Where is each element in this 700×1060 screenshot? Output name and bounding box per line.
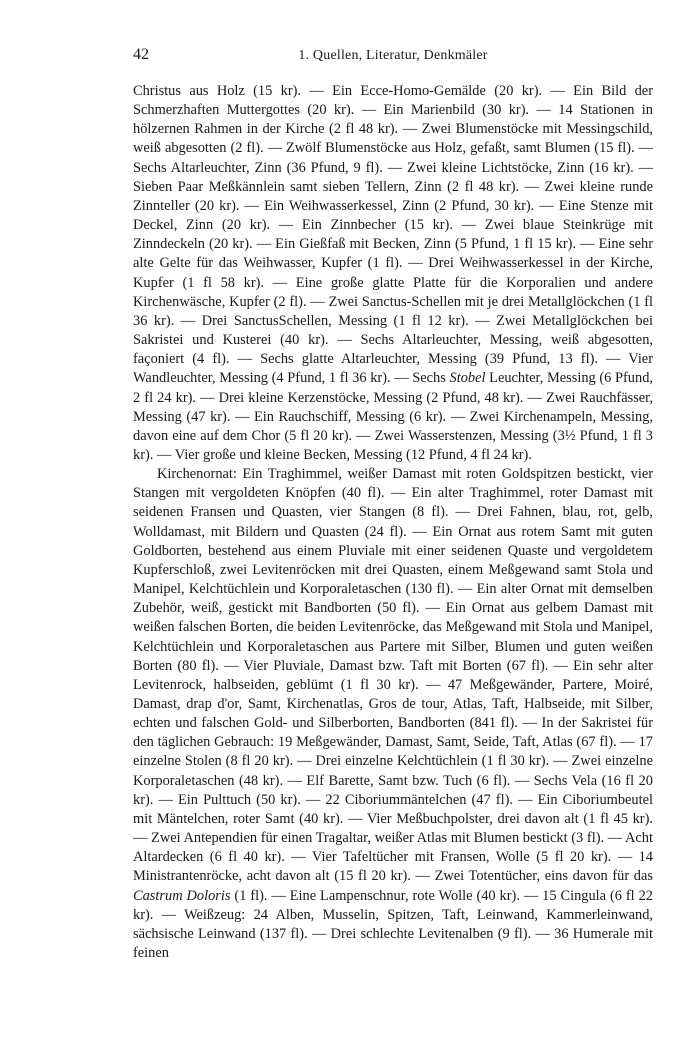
italic-term: Stobel — [449, 370, 486, 387]
paragraph — [133, 465, 653, 963]
text-run: Christus aus Holz (15 kr). — Ein Ecce-Homo-Gemälde (20 kr). — Ein Bild der Schmerzhaften Muttergottes (20 kr). — Ein Marienbild (30 kr). — 14 Stationen in hölzernen Rahmen in der Kirche (2 fl 48 kr). — Zwei Blumenstöcke mit Messingschild, weiß abgesotten (2 fl). — Zwölf Blumenstöcke aus Holz, gefaßt, samt Blumen (15 fl). — Sechs Altarleuchter, Zinn (36 Pfund, 9 fl). — Zwei kleine Lichtstöcke, Zinn (16 kr). — Sieben Paar Meßkännlein samt sieben Tellern, Zinn (2 fl 48 kr). — Zwei kleine runde Zinnteller (20 kr). — Ein Weihwasserkessel, Zinn (2 Pfund, 30 kr). — Eine Stenze mit Deckel, Zinn (20 kr). — Ein Zinnbecher (15 kr). — Zwei blaue Steinkrüge mit Zinndeckeln (20 kr). — Ein Gießfaß mit Becken, Zinn (5 Pfund, 1 fl 15 kr). — Eine sehr alte Gelte für das Weihwasser, Kupfer (1 fl). — Drei Weihwasserkessel in der Kirche, Kupfer (1 fl 58 kr). — Eine große glatte Platte für die Korporalien und andere Kirchenwäsche, Kupfer (2 fl). — Zwei Sanctus-Schellen mit je drei Metallglöckchen (1 fl 36 kr). — Drei SanctusSchellen, Messing (1 fl 12 kr). — Zwei Metallglöckchen bei Sakristei und Kusterei (40 kr). — Sechs Altarleuchter, Messing, weiß abgesotten, façoniert (4 fl). — Sechs glatte Altarleuchter, Messing (39 Pfund, 13 fl). — Vier Wandleuchter, Messing (4 Pfund, 1 fl 36 kr). — Sechs — [133, 83, 653, 387]
text-run: (1 fl). — Eine Lampenschnur, rote Wolle (40 kr). — 15 Cingula (6 fl 22 kr). — Weißzeug: 24 Alben, Musselin, Spitzen, Taft, Leinwand, Kammerleinwand, sächsische Leinwand (137 fl). — Drei schlechte Levitenalben (9 fl). — 36 Humerale mit feinen — [133, 887, 653, 962]
italic-term: Castrum Doloris — [133, 887, 231, 904]
running-head — [133, 46, 653, 72]
text-run: Kirchenornat: Ein Traghimmel, weißer Damast mit roten Goldspitzen bestickt, vier Stangen mit vergoldeten Knöpfen (40 fl). — Ein alter Traghimmel, roter Damast mit seidenen Fransen und Quasten, vier Stangen (8 fl). — Drei Fahnen, blau, rot, gelb, Wolldamast, mit Bildern und Quasten (24 fl). — Ein Ornat aus rotem Samt mit guten Goldborten, bestehend aus einem Pluviale mit einer seidenen Quaste und vergoldetem Kupferschloß, zwei Levitenröcken mit drei Quasten, einem Meßgewand samt Stola und Manipel, Kelchtüchlein und Korporaletaschen (130 fl). — Ein alter Ornat mit demselben Zubehör, weiß, gestickt mit Bandborten (50 fl). — Ein Ornat aus gelbem Damast mit weißen falschen Borten, die beiden Levitenröcke, das Meßgewand mit Stola und Manipel, Kelchtüchlein und Korporaletaschen aus Partere mit Silber, Blumen und guten weißen Borten (80 fl). — Vier Pluviale, Damast bzw. Taft mit Borten (67 fl). — Ein sehr alter Levitenrock, halbseiden, geblümt (1 fl 30 kr). — 47 Meßgewänder, Partere, Moiré, Damast, drap d'or, Samt, Kirchenatlas, Gros de tour, Atlas, Taft, Halbseide, mit Silber, echten und falschen Gold- und Silberborten, Bandborten (841 fl). — In der Sakristei für den täglichen Gebrauch: 19 Meßgewänder, Damast, Samt, Seide, Taft, Atlas (67 fl). — 17 einzelne Stolen (8 fl 20 kr). — Drei einzelne Kelchtüchlein (1 fl 30 kr). — Zwei einzelne Korporaletaschen (48 kr). — Elf Barette, Samt bzw. Tuch (6 fl). — Sechs Vela (16 fl 20 kr). — Ein Pulttuch (50 kr). — 22 Ciboriummäntelchen (47 fl). — Ein Ciboriumbeutel mit Mäntelchen, roter Samt (40 kr). — Vier Meßbuchpolster, drei davon alt (1 fl 45 kr). — Zwei Antependien für einen Tragaltar, weißer Atlas mit Blumen bestickt (3 fl). — Acht Altardecken (6 fl 40 kr). — Vier Tafeltücher mit Fransen, Wolle (5 fl 20 kr). — 14 Ministrantenröcke, acht davon alt (15 fl 20 kr). — Zwei Totentücher, eins davon für das — [133, 466, 653, 885]
running-title: 1. Quellen, Literatur, Denkmäler — [298, 48, 488, 63]
paragraph — [133, 82, 653, 465]
body-text — [133, 82, 653, 963]
page-number: 42 — [133, 46, 149, 63]
book-page — [133, 46, 653, 963]
text-run: Leuchter, Messing (6 Pfund, 2 fl 24 kr). — Drei kleine Kerzenstöcke, Messing (2 Pfund, 48 kr). — Zwei Rauchfässer, Messing (47 kr). — Ein Rauchschiff, Messing (6 kr). — Zwei Kirchenampeln, Messing, davon eine auf dem Chor (5 fl 20 kr). — Zwei Wasserstenzen, Messing (3½ Pfund, 1 fl 3 kr). — Vier große und kleine Becken, Messing (12 Pfund, 4 fl 24 kr). — [133, 370, 653, 463]
